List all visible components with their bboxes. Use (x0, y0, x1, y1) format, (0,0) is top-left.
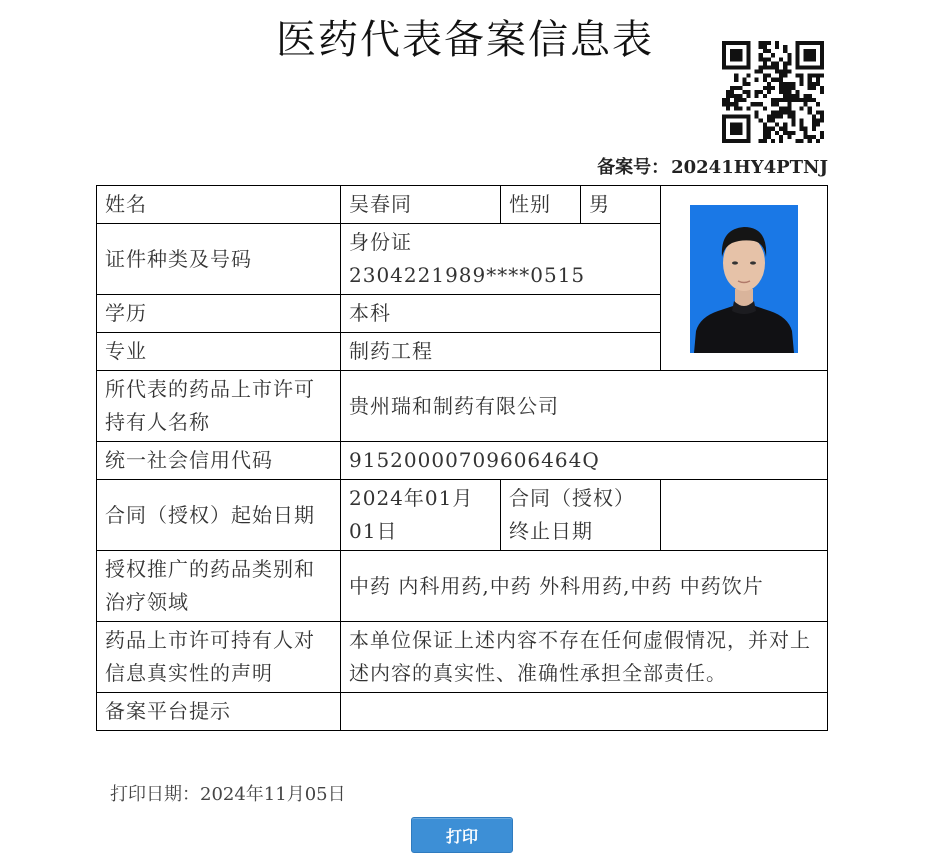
print-button[interactable]: 打印 (411, 817, 513, 853)
photo-cell (661, 186, 828, 371)
category-value: 中药 内科用药,中药 外科用药,中药 中药饮片 (341, 551, 828, 622)
person-photo (690, 205, 798, 353)
start-date-label: 合同（授权）起始日期 (97, 480, 341, 551)
table-row (97, 480, 828, 551)
table-row (97, 442, 828, 480)
table-row (97, 693, 828, 731)
category-label: 授权推广的药品类别和治疗领域 (97, 551, 341, 622)
gender-label: 性别 (501, 186, 581, 224)
name-value: 吴春同 (341, 186, 501, 224)
gender-value: 男 (581, 186, 661, 224)
record-number-label: 备案号： (597, 157, 670, 178)
platform-label: 备案平台提示 (97, 693, 341, 731)
major-label: 专业 (97, 333, 341, 371)
end-date-label: 合同（授权）终止日期 (501, 480, 661, 551)
table-row (97, 551, 828, 622)
table-row (97, 622, 828, 693)
holder-value: 贵州瑞和制药有限公司 (341, 371, 828, 442)
id-label: 证件种类及号码 (97, 224, 341, 295)
end-date-value (661, 480, 828, 551)
page-title: 医药代表备案信息表 (276, 17, 654, 63)
declaration-value: 本单位保证上述内容不存在任何虚假情况，并对上述内容的真实性、准确性承担全部责任。 (341, 622, 828, 693)
record-number (560, 153, 828, 179)
education-label: 学历 (97, 295, 341, 333)
declaration-label: 药品上市许可持有人对信息真实性的声明 (97, 622, 341, 693)
print-date: 打印日期：2024年11月05日 (110, 784, 346, 805)
table-row (97, 371, 828, 442)
table-row (97, 186, 828, 224)
holder-label: 所代表的药品上市许可持有人名称 (97, 371, 341, 442)
id-value: 身份证 2304221989****0515 (341, 224, 661, 295)
platform-value (341, 693, 828, 731)
credit-code-value: 91520000709606464Q (341, 442, 828, 480)
info-table (96, 185, 828, 731)
name-label: 姓名 (97, 186, 341, 224)
education-value: 本科 (341, 295, 661, 333)
credit-code-label: 统一社会信用代码 (97, 442, 341, 480)
major-value: 制药工程 (341, 333, 661, 371)
start-date-value: 2024年01月01日 (341, 480, 501, 551)
record-number-value: 20241HY4PTNJ (671, 157, 828, 178)
qr-code-icon (722, 41, 824, 143)
